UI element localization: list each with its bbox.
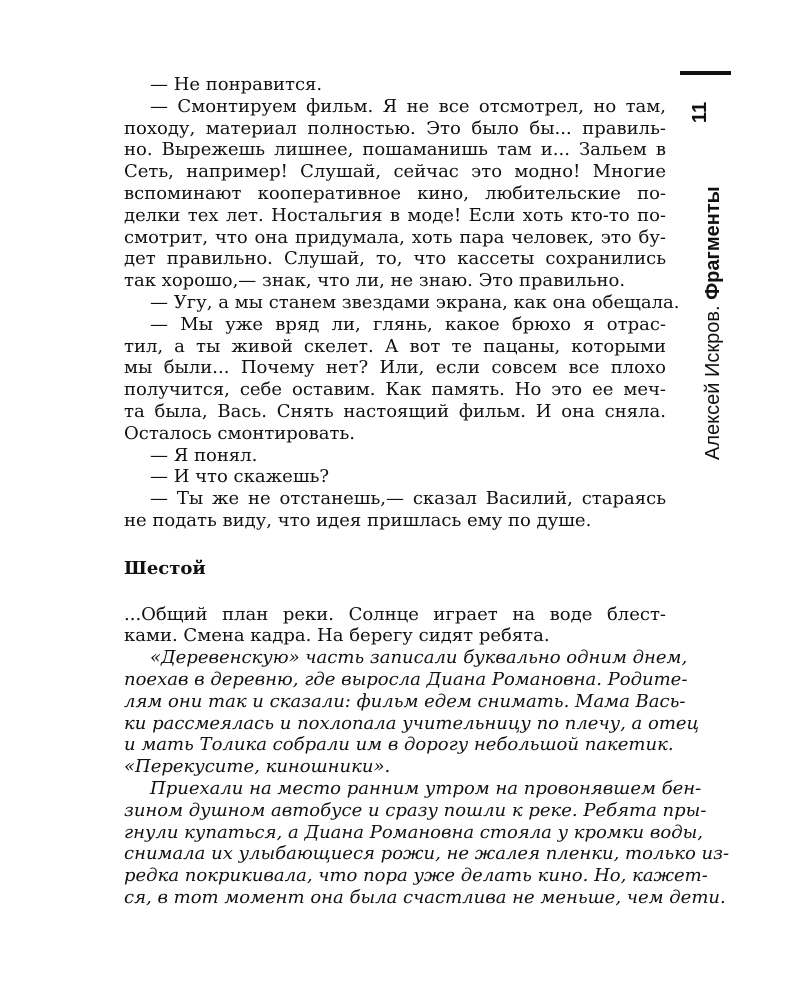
text-line: получится, себе оставим. Как память. Но это ее меч-	[124, 379, 666, 401]
text-line: Сеть, например! Слушай, сейчас это модно! Многие	[124, 161, 666, 183]
page-number: 11	[689, 101, 712, 123]
paragraph	[124, 647, 700, 778]
running-header-author: Алексей Искров.	[702, 305, 724, 460]
running-header-section: Фрагменты	[702, 186, 724, 300]
narrative-section	[124, 647, 730, 909]
text-line: — Ты же не отстанешь,— сказал Василий, стараясь	[150, 488, 666, 510]
text-line: делки тех лет. Ностальгия в моде! Если хоть кто-то по-	[124, 204, 666, 226]
text-line: походу, материал полностью. Это было бы... правиль-	[124, 117, 666, 139]
running-header	[702, 186, 725, 460]
text-line: — Смонтируем фильм. Я не все отсмотрел, но там,	[150, 95, 666, 117]
paragraph	[124, 291, 680, 314]
paragraph	[124, 314, 666, 445]
text-line: Приехали на место ранним утром на провонявшем бен-	[150, 777, 702, 799]
text-line: дет правильно. Слушай, то, что кассеты сохранились	[124, 248, 666, 270]
text-line: не подать виду, что идея пришлась ему по душе.	[124, 509, 592, 531]
text-line: та была, Вась. Снять настоящий фильм. И она сняла.	[124, 400, 666, 422]
paragraph	[124, 74, 666, 96]
text-line: «Деревенскую» часть записали буквально одним днем,	[150, 647, 688, 669]
paragraph	[124, 488, 666, 532]
text-line: ...Общий план реки. Солнце играет на воде блест-	[124, 603, 666, 625]
text-line: лям они так и сказали: фильм едем снимать. Мама Вась-	[124, 690, 686, 712]
text-line: ками. Смена кадра. На берегу сидят ребята.	[124, 625, 550, 647]
text-line: мы были... Почему нет? Или, если совсем все плохо	[124, 357, 666, 379]
text-line: редка покрикивала, что пора уже делать кино. Но, кажет-	[124, 865, 708, 887]
text-line: снимала их улыбающиеся рожи, не жалея пленки, только из-	[124, 843, 730, 865]
paragraph	[124, 96, 666, 292]
paragraph	[124, 604, 666, 648]
text-line: но. Вырежешь лишнее, пошаманишь там и... Зальем в	[124, 139, 666, 161]
text-line: тил, а ты живой скелет. А вот те пацаны, которыми	[124, 335, 666, 357]
paragraph	[124, 445, 666, 467]
text-line: гнули купаться, а Диана Романовна стояла у кромки воды,	[124, 821, 703, 843]
text-line: зином душном автобусе и сразу пошли к реке. Ребята пры-	[124, 799, 707, 821]
text-line: поехав в деревню, где выросла Диана Романовна. Родите-	[124, 668, 688, 690]
text-line: ся, в тот момент она была счастлива не меньше, чем дети.	[124, 886, 726, 908]
screenplay-paragraph	[124, 604, 666, 648]
text-line: — И что скажешь?	[150, 466, 330, 488]
text-line: вспоминают кооперативное кино, любительские по-	[124, 182, 666, 204]
text-line: — Не понравится.	[150, 74, 323, 95]
dialogue-section	[124, 74, 680, 532]
text-line: так хорошо,— знак, что ли, не знаю. Это правильно.	[124, 270, 626, 292]
text-line: «Перекусите, киношники».	[124, 756, 391, 778]
paragraph	[124, 466, 666, 488]
chapter-title: Шестой	[124, 557, 206, 579]
text-line: — Мы уже вряд ли, глянь, какое брюхо я отрас-	[150, 313, 666, 335]
text-line: Осталось смонтировать.	[124, 422, 355, 444]
paragraph	[124, 777, 730, 909]
text-line: и мать Толика собрали им в дорогу небольшой пакетик.	[124, 734, 674, 756]
text-line: — Угу, а мы станем звездами экрана, как она обещала.	[150, 291, 680, 313]
header-rule	[680, 71, 731, 75]
text-line: смотрит, что она придумала, хоть пара человек, это бу-	[124, 226, 666, 248]
text-line: ки рассмеялась и похлопала учительницу по плечу, а отец	[124, 712, 700, 734]
text-line: — Я понял.	[150, 444, 258, 466]
